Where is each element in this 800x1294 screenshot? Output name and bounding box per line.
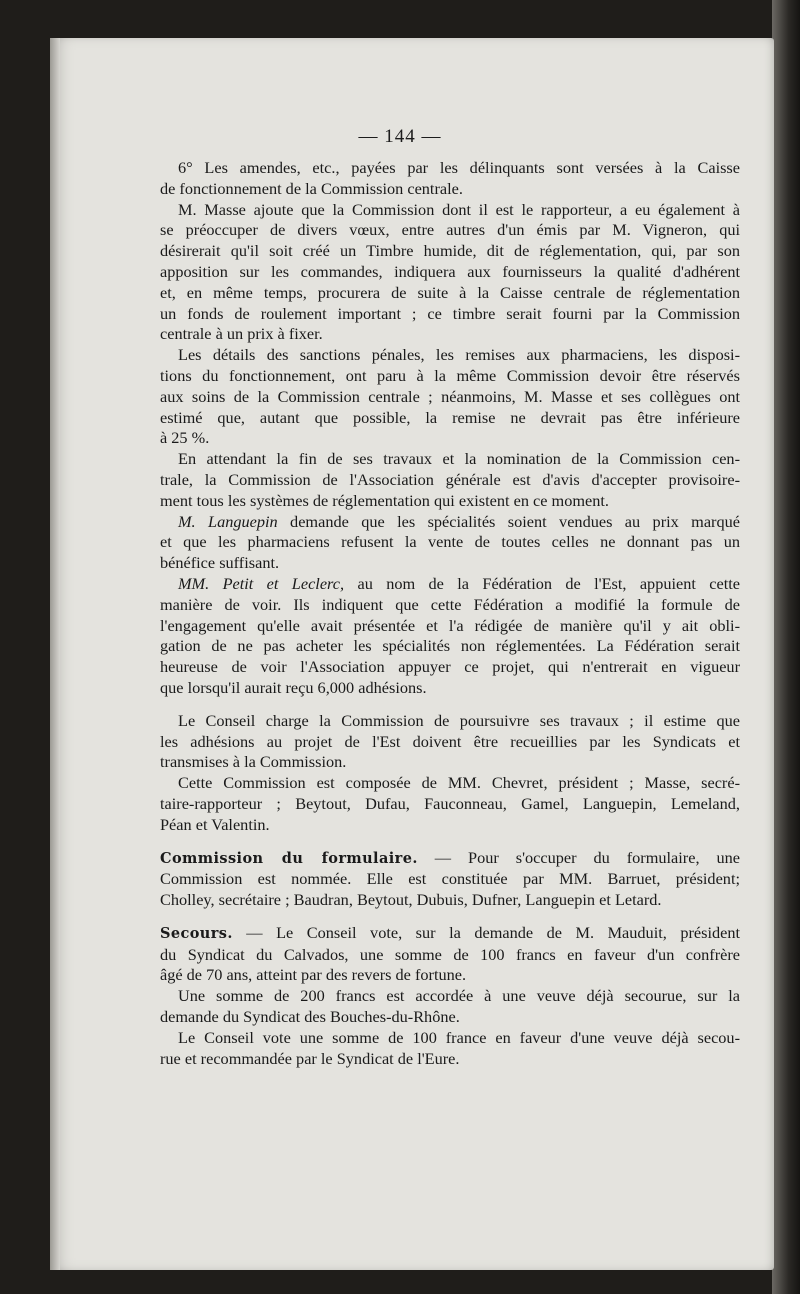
text-line: se préoccuper de divers vœux, entre autres d'un émis par M. Vigneron, qui [160,220,740,240]
spacer [160,836,740,848]
text-line: manière de voir. Ils indiquent que cette Fédération a modifié la formule de [160,594,740,614]
page-binding-edge [50,38,60,1270]
text-line: du Syndicat du Calvados, une somme de 100 francs en faveur d'un confrère [160,944,740,964]
text-line: demande du Syndicat des Bouches-du-Rhône. [160,1007,460,1027]
text-line: transmises à la Commission. [160,752,347,772]
text-line: bénéfice suffisant. [160,553,280,573]
text-line: En attendant la fin de ses travaux et la nomination de la Commission cen- [178,449,740,469]
spacer [160,699,740,711]
text-line: aux soins de la Commission centrale ; néanmoins, M. Masse et ses collègues ont [160,386,740,406]
text-line: que lorsqu'il aurait reçu 6,000 adhésions. [160,677,427,697]
text-line: de fonctionnement de la Commission centrale. [160,178,463,198]
spacer [160,911,740,923]
text-line: M. Masse ajoute que la Commission dont il est le rapporteur, a eu également à [178,199,740,219]
text-line: et, en même temps, procurera de suite à la Caisse centrale de réglementation [160,282,740,302]
text-fragment: demande que les spécialités soient vendues au prix marqué [277,511,740,531]
text-line: Cholley, secrétaire ; Baudran, Beytout, Dubuis, Dufner, Languepin et Letard. [160,890,662,910]
text-fragment: au nom de la Fédération de l'Est, appuient cette [344,573,740,593]
text-line: à 25 %. [160,428,210,448]
text-line: ment tous les systèmes de réglementation qui existent en ce moment. [160,490,609,510]
body-text [160,158,740,1069]
text-line: âgé de 70 ans, atteint par des revers de fortune. [160,965,467,985]
text-line: taire-rapporteur ; Beytout, Dufau, Fauconneau, Gamel, Languepin, Lemeland, [160,793,740,813]
text-line: Commission est nommée. Elle est constituée par MM. Barruet, président; [160,869,740,889]
scan-background [772,0,800,1294]
text-line: gation de ne pas acheter les spécialités non réglementées. La Fédération serait [160,636,740,656]
text-fragment: — Le Conseil vote, sur la demande de M. Mauduit, président [232,922,740,942]
section-heading: Secours. [160,924,233,942]
text-line: et que les pharmaciens refusent la vente de toutes celles ne donnant pas un [160,532,740,552]
speaker-name: MM. Petit et Leclerc, [178,573,345,593]
text-line: estimé que, autant que possible, la remise ne devrait pas être inférieure [160,407,740,427]
text-line: 6° Les amendes, etc., payées par les délinquants sont versées à la Caisse [178,158,740,177]
text-line: les adhésions au projet de l'Est doivent être recueillies par les Syndicats et [160,731,740,751]
text-line [160,512,740,533]
text-line [160,923,740,945]
text-line: un fonds de roulement important ; ce timbre serait fourni par la Commission [160,303,740,323]
text-line: centrale à un prix à fixer. [160,324,323,344]
speaker-name: M. Languepin [178,511,278,531]
text-line: trale, la Commission de l'Association générale est d'avis d'accepter provisoire- [160,469,740,489]
text-line: Le Conseil vote une somme de 100 france en faveur d'une veuve déjà secou- [178,1027,740,1047]
text-line: Cette Commission est composée de MM. Chevret, président ; Masse, secré- [178,773,740,793]
text-line: Une somme de 200 francs est accordée à une veuve déjà secourue, sur la [178,986,740,1006]
page-number: — 144 — [358,126,442,147]
text-line: apposition sur les commandes, indiquera aux fournisseurs la qualité d'adhérent [160,261,740,281]
text-line [160,574,740,595]
text-line: Le Conseil charge la Commission de poursuivre ses travaux ; il estime que [178,710,740,730]
section-heading: Commission du formulaire. [160,849,418,867]
text-line [160,848,740,870]
text-line: Péan et Valentin. [160,814,270,834]
text-fragment: — Pour s'occuper du formulaire, une [417,847,740,867]
text-line: désirerait qu'il soit créé un Timbre humide, dit de réglementation, qui, par son [160,241,740,261]
text-line: Les détails des sanctions pénales, les remises aux pharmaciens, les disposi- [178,345,740,365]
text-line: l'engagement qu'elle avait présentée et l'a rédigée de manière qu'il y ait obli- [160,615,740,635]
text-line: heureuse de voir l'Association appuyer ce projet, qui n'entrerait en vigueur [160,657,740,677]
text-line: rue et recommandée par le Syndicat de l'Eure. [160,1048,460,1068]
text-line: tions du fonctionnement, ont paru à la même Commission devoir être réservés [160,365,740,385]
